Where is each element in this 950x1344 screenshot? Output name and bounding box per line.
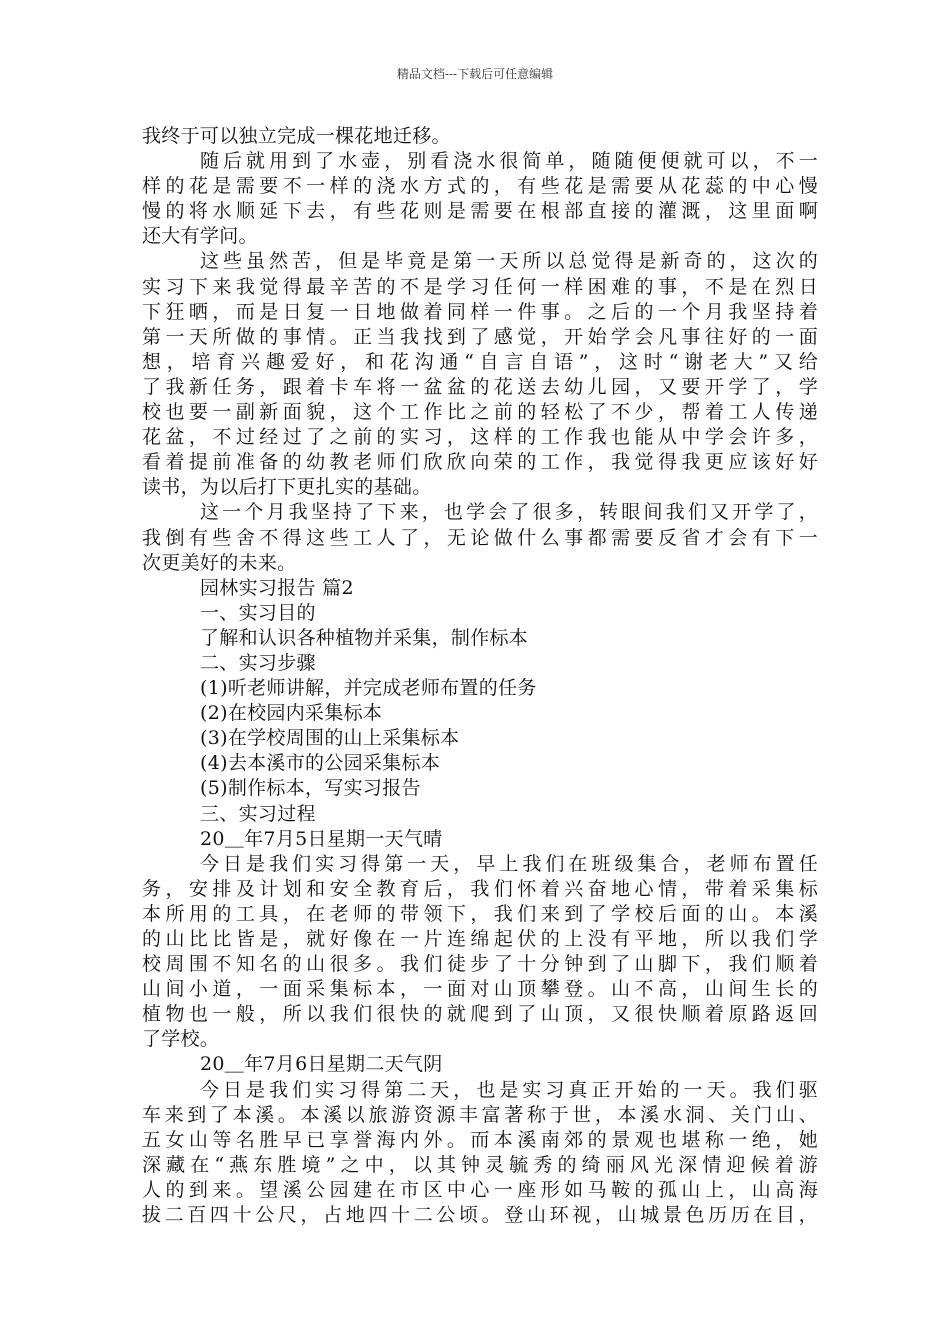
text-line: 这些虽然苦，但是毕竟是第一天所以总觉得是新奇的，这次的	[200, 250, 818, 273]
text-line: 务，安排及计划和安全教育后，我们怀着兴奋地心情，带着采集标	[142, 877, 818, 900]
text-line: 植物也一般，所以我们很快的就爬到了山顶，又很快顺着原路返回	[142, 1003, 818, 1026]
text-line: 这一个月我坚持了下来，也学会了很多，转眼间我们又开学了，	[200, 501, 818, 524]
text-line: 人的到来。望溪公园建在市区中心一座形如马鞍的孤山上，山高海	[142, 1178, 818, 1201]
text-line: 想，培育兴趣爱好，和花沟通“自言自语”，这时“谢老大”又给	[142, 350, 818, 373]
text-line: 我终于可以独立完成一棵花地迁移。	[142, 125, 451, 147]
text-line: 车来到了本溪。本溪以旅游资源丰富著称于世，本溪水洞、关门山、	[142, 1103, 818, 1126]
text-line: 拔二百四十公尺，占地四十二公顷。登山环视，山城景色历历在目，	[142, 1204, 818, 1227]
text-line: 随后就用到了水壶，别看浇水很简单，随随便便就可以，不一	[200, 150, 818, 173]
text-line: 校周围不知名的山很多。我们徒步了十分钟到了山脚下，我们顺着	[142, 953, 818, 976]
text-line: (4)去本溪市的公园采集标本	[200, 752, 441, 775]
text-line: 二、实习步骤	[200, 651, 316, 674]
text-line: 次更美好的未来。	[142, 551, 297, 574]
text-line: 今日是我们实习得第二天，也是实习真正开始的一天。我们驱	[200, 1078, 818, 1101]
text-line: 慢的将水顺延下去，有些花则是需要在根部直接的灌溉，这里面啊	[142, 200, 818, 223]
text-line: 深藏在“燕东胜境”之中，以其钟灵毓秀的绮丽风光深情迎候着游	[142, 1153, 818, 1176]
text-line: 五女山等名胜早已享誉海内外。而本溪南郊的景观也堪称一绝，她	[142, 1128, 818, 1151]
text-line: 花盆，不过经过了之前的实习，这样的工作我也能从中学会许多，	[142, 426, 818, 449]
document-body	[142, 124, 818, 1228]
text-line: 山间小道，一面采集标本，一面对山顶攀登。山不高，山间生长的	[142, 978, 818, 1001]
text-line: 了解和认识各种植物并采集，制作标本	[200, 626, 529, 649]
text-line: 还大有学问。	[142, 225, 258, 248]
text-line: 样的花是需要不一样的浇水方式的，有些花是需要从花蕊的中心慢	[142, 175, 818, 198]
text-line: 我倒有些舍不得这些工人了，无论做什么事都需要反省才会有下一	[142, 526, 818, 549]
text-line: 一、实习目的	[200, 601, 316, 624]
text-line: 的山比比皆是，就好像在一片连绵起伏的上没有平地，所以我们学	[142, 928, 818, 950]
text-line: 了我新任务，跟着卡车将一盆盆的花送去幼儿园，又要开学了，学	[142, 375, 818, 398]
text-line: 读书，为以后打下更扎实的基础。	[142, 476, 432, 499]
text-line: 本所用的工具，在老师的带领下，我们来到了学校后面的山。本溪	[142, 902, 818, 925]
text-line: 三、实习过程	[200, 802, 316, 825]
text-line: 看着提前准备的幼教老师们欣欣向荣的工作，我觉得我更应该好好	[142, 451, 818, 474]
text-line: 校也要一副新面貌，这个工作比之前的轻松了不少，帮着工人传递	[142, 401, 818, 424]
text-line: 今日是我们实习得第一天，早上我们在班级集合，老师布置任	[200, 852, 818, 875]
text-line: 下狂晒，而是日复一日地做着同样一件事。之后的一个月我坚持着	[142, 300, 818, 323]
text-line: (2)在校园内采集标本	[200, 702, 383, 725]
text-line: (3)在学校周围的山上采集标本	[200, 727, 460, 750]
text-line: (1)听老师讲解，并完成老师布置的任务	[200, 677, 537, 700]
text-line: 20＿年7月5日星期一天气晴	[200, 827, 443, 850]
page-header: 精品文档---下载后可任意编辑	[396, 67, 554, 81]
text-line: (5)制作标本，写实习报告	[200, 777, 421, 800]
text-line: 了学校。	[142, 1028, 220, 1051]
text-line: 园林实习报告 篇2	[200, 576, 354, 599]
text-line: 20＿年7月6日星期二天气阴	[200, 1053, 443, 1076]
text-line: 实习下来我觉得最辛苦的不是学习任何一样困难的事，不是在烈日	[142, 275, 818, 298]
text-line: 第一天所做的事情。正当我找到了感觉，开始学会凡事往好的一面	[142, 325, 818, 348]
